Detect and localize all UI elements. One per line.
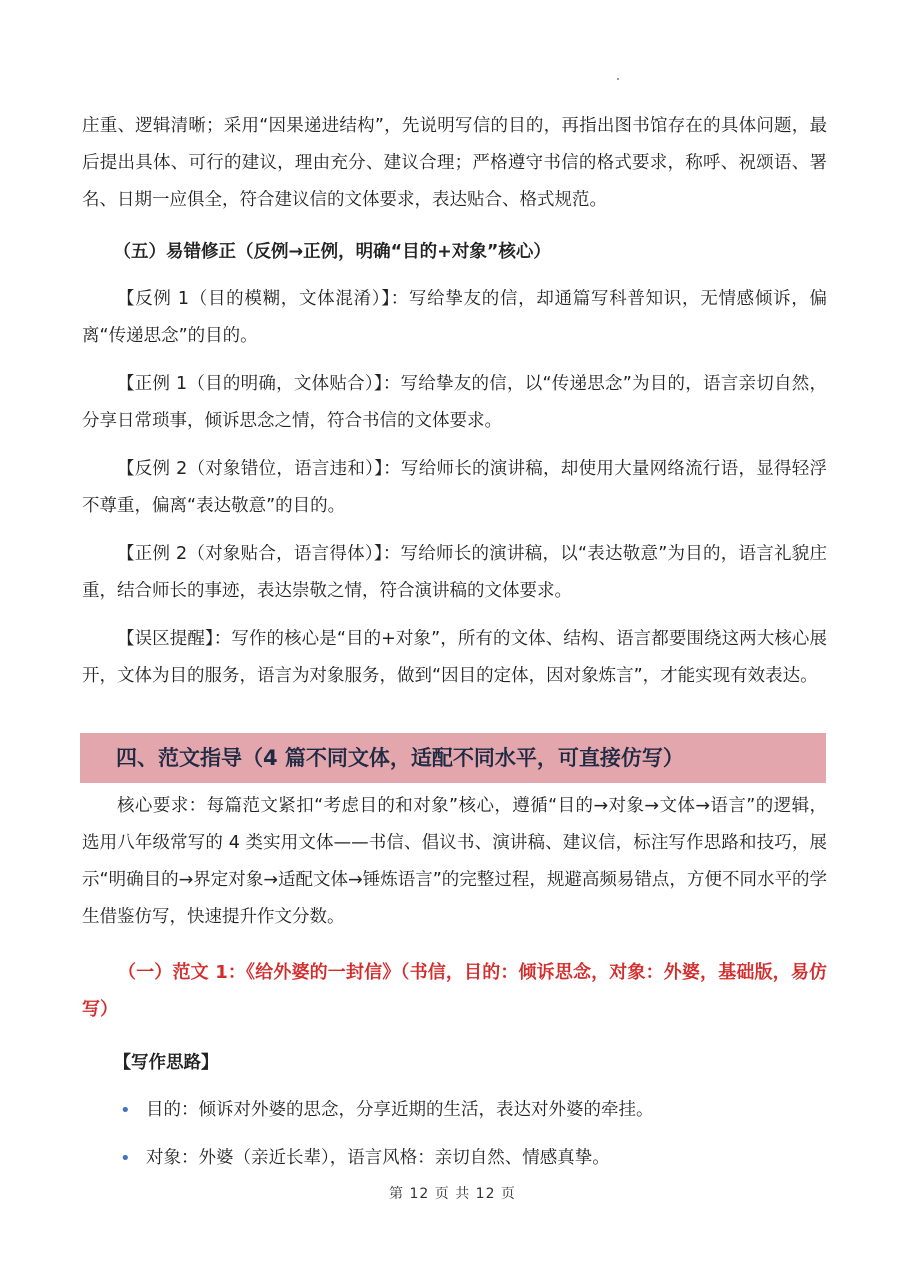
continuation-block bbox=[82, 108, 827, 219]
bullet-icon: • bbox=[120, 1148, 131, 1169]
bullet-icon: • bbox=[120, 1100, 131, 1121]
misconception-reminder: 【误区提醒】：写作的核心是“目的+对象”，所有的文体、结构、语言都要围绕这两大核心展开，文体为目的服务，语言为对象服务，做到“因目的定体，因对象炼言”，才能实现有效表达。 bbox=[82, 629, 827, 686]
right-example-1: 【正例 1（目的明确，文体贴合）】：写给挚友的信，以“传递思念”为目的，语言亲切自然，分享日常琐事，倾诉思念之情，符合书信的文体要求。 bbox=[82, 374, 827, 431]
wrong-example-1: 【反例 1（目的模糊，文体混淆）】：写给挚友的信，却通篇写科普知识，无情感倾诉，偏离“传递思念”的目的。 bbox=[82, 289, 827, 346]
list-item bbox=[82, 1092, 827, 1129]
example-one-heading: （一）范文 1：《给外婆的一封信》（书信，目的：倾诉思念，对象：外婆，基础版，易仿写） bbox=[82, 962, 827, 1020]
scan-artifact-dot bbox=[617, 78, 619, 80]
wrong-example-2: 【反例 2（对象错位，语言违和）】：写给师长的演讲稿，却使用大量网络流行语，显得轻浮不尊重，偏离“表达敬意”的目的。 bbox=[82, 459, 827, 516]
list-item bbox=[82, 1140, 827, 1177]
paragraph-continuation: 庄重、逻辑清晰；采用“因果递进结构”，先说明写信的目的，再指出图书馆存在的具体问题，最后提出具体、可行的建议，理由充分、建议合理；严格遵守书信的格式要求，称呼、祝颂语、署名、日期一应俱全，符合建议信的文体要求，表达贴合、格式规范。 bbox=[82, 116, 827, 210]
section-four-banner bbox=[80, 733, 826, 783]
example-one-heading-block bbox=[82, 954, 827, 1028]
subsection-five-heading: （五）易错修正（反例→正例，明确“目的+对象”核心） bbox=[113, 242, 551, 262]
writing-thinking-block bbox=[82, 1045, 827, 1082]
correction-examples bbox=[82, 281, 827, 695]
section-four-title: 四、范文指导（4 篇不同文体，适配不同水平，可直接仿写） bbox=[116, 746, 684, 770]
right-example-2: 【正例 2（对象贴合，语言得体）】：写给师长的演讲稿，以“表达敬意”为目的，语言礼貌庄重，结合师长的事迹，表达崇敬之情，符合演讲稿的文体要求。 bbox=[82, 544, 827, 601]
thinking-bullet-list bbox=[82, 1092, 827, 1177]
section-four-intro-block bbox=[82, 788, 827, 936]
bullet-purpose: 目的：倾诉对外婆的思念，分享近期的生活，表达对外婆的牵挂。 bbox=[146, 1100, 654, 1120]
section-four-intro: 核心要求：每篇范文紧扣“考虑目的和对象”核心，遵循“目的→对象→文体→语言”的逻辑，选用八年级常写的 4 类实用文体——书信、倡议书、演讲稿、建议信，标注写作思路和技巧，展示“明确目的→界定对象→适配文体→锤炼语言”的完整过程，规避高频易错点，方便不同水平的学生借鉴仿写，快速提升作文分数。 bbox=[82, 796, 827, 927]
bullet-audience: 对象：外婆（亲近长辈），语言风格：亲切自然、情感真挚。 bbox=[146, 1148, 610, 1168]
writing-thinking-label: 【写作思路】 bbox=[113, 1053, 219, 1073]
subsection-five bbox=[82, 234, 827, 271]
page-number-footer: 第 12 页 共 12 页 bbox=[389, 1186, 516, 1202]
